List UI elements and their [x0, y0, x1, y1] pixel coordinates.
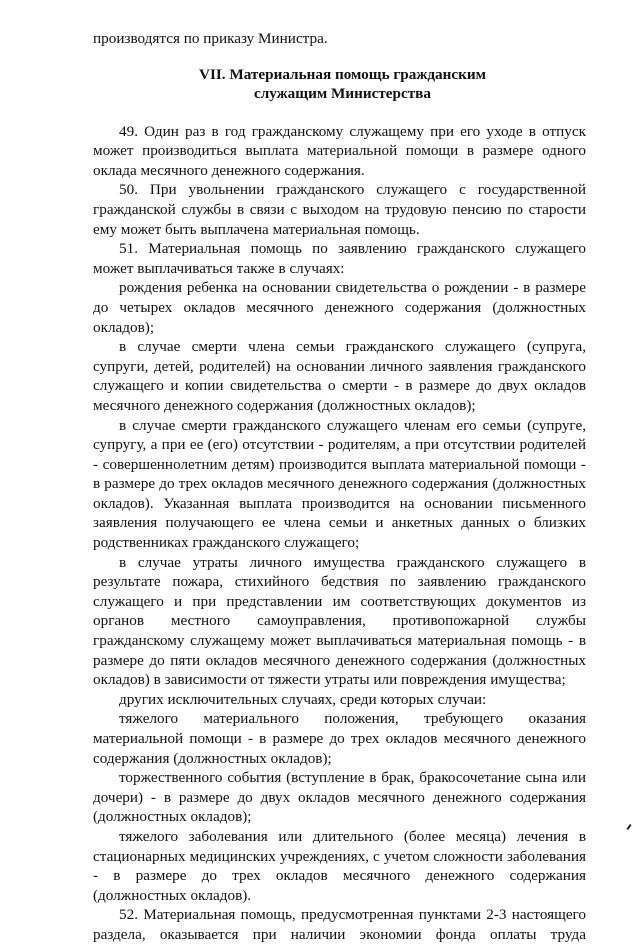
case-exceptional: других исключительных случаях, среди которых случаи: — [119, 690, 487, 708]
paragraph-50: 50. При увольнении гражданского служащего с государственной гражданской службы в связи с выходом на трудовую пенсию по старости ему может быть выплачена материальная помощь. — [93, 181, 586, 238]
paragraph-49: 49. Один раз в год гражданскому служащему при его уходе в отпуск может производиться выплата материальной помощи в размере одного оклада месячного денежного содержания. — [93, 122, 586, 179]
intro-line: производятся по приказу Министра. — [93, 30, 328, 47]
section-heading — [93, 65, 586, 103]
case-employee-death: в случае смерти гражданского служащего членам его семьи (супруге, супругу, а при ее (его) отсутствии - родителям, а при отсутствии родителей - совершеннолетним детям) производится выплата материальной помощи - в размере до трех окладов месячного денежного содержания (должностных окладов). Указанная выплата производится на основании письменного заявления получающего ее члена семьи и анкетных данных о близких родственниках гражданского служащего; — [93, 416, 586, 552]
section-title-line-2: служащим Министерства — [254, 84, 431, 102]
case-birth: рождения ребенка на основании свидетельства о рождении - в размере до четырех окладов месячного денежного содержания (должностных окладов); — [93, 279, 586, 336]
case-illness: тяжелого заболевания или длительного (более месяца) лечения в стационарных медицинских учреждениях, с учетом сложности заболевания - в размере до трех окладов месячного денежного содержания (должностных окладов). — [93, 827, 586, 904]
paragraph-52: 52. Материальная помощь, предусмотренная пунктами 2-3 настоящего раздела, оказывается при наличии экономии фонда оплаты труда — [93, 906, 586, 943]
case-celebration: торжественного события (вступление в брак, бракосочетание сына или дочери) - в размере до двух окладов месячного денежного содержания (должностных окладов); — [93, 769, 586, 826]
case-family-death: в случае смерти члена семьи гражданского служащего (супруга, супруги, детей, родителей) на основании личного заявления гражданского служащего и копии свидетельства о смерти - в размере до двух окладов месячного денежного содержания (должностных окладов); — [93, 338, 586, 414]
scan-mark — [626, 824, 631, 830]
case-property-loss: в случае утраты личного имущества гражданского служащего в результате пожара, стихийного бедствия по заявлению гражданского служащего и при представлении им соответствующих документов из органов местного самоуправления, противопожарной службы гражданскому служащему может выплачиваться материальная помощь - в размере до пяти окладов месячного денежного содержания (должностных окладов) в зависимости от тяжести утраты или повреждения имущества; — [93, 553, 586, 689]
section-title-line-1: VII. Материальная помощь гражданским — [199, 65, 486, 83]
paragraph-51: 51. Материальная помощь по заявлению гражданского служащего может выплачиваться также в случаях: — [93, 240, 586, 277]
case-hardship: тяжелого материального положения, требующего оказания материальной помощи - в размере до трех окладов месячного денежного содержания (должностных окладов); — [93, 710, 586, 767]
